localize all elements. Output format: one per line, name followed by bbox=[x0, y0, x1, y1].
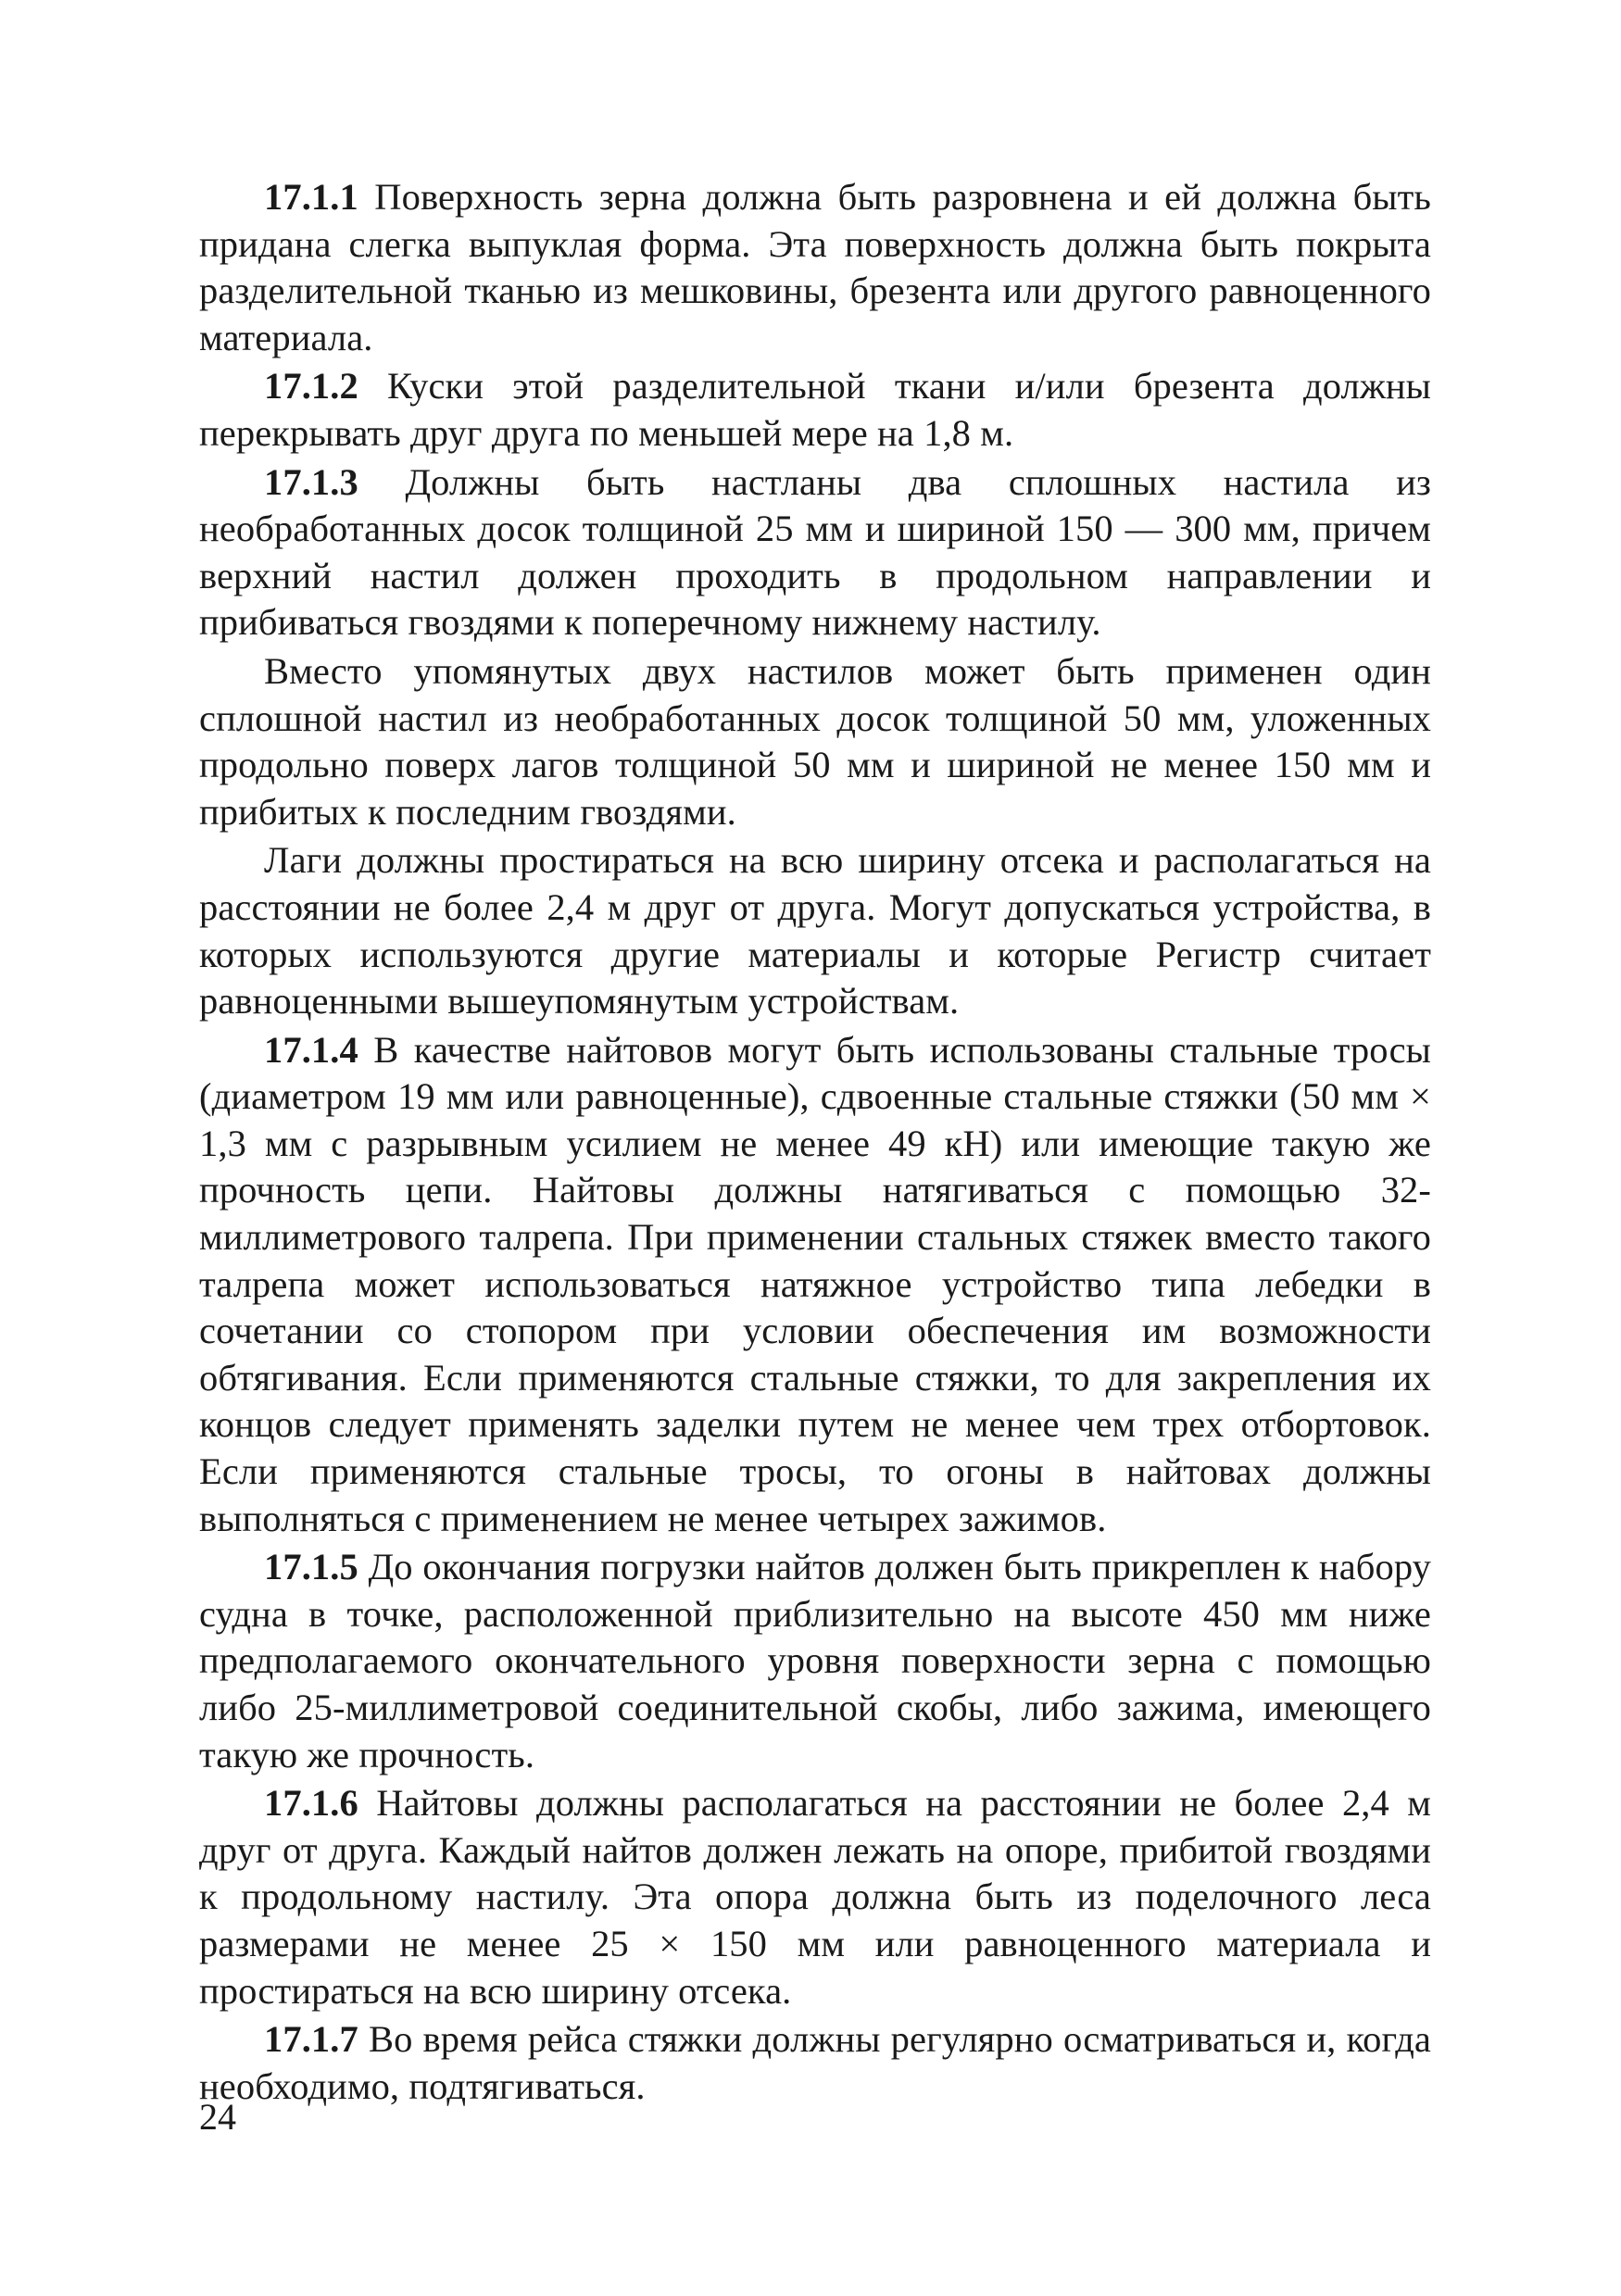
clause-text: Найтовы должны располагаться на расстоянии не более 2,4 м друг от друга. Каждый найтов должен лежать на опоре, прибитой гвоздями к продольному настилу. Эта опора должна быть из поделочного леса размерами не менее 25 × 150 мм или равноценного материала и простираться на всю ширину отсека. bbox=[199, 1782, 1431, 2012]
clause-text: Во время рейса стяжки должны регулярно осматриваться и, когда необходимо, подтягиваться. bbox=[199, 2018, 1431, 2107]
clause-number: 17.1.5 bbox=[264, 1546, 358, 1588]
paragraph-17-1-2 bbox=[199, 363, 1431, 457]
page-number: 24 bbox=[199, 2096, 236, 2138]
paragraph-17-1-1 bbox=[199, 174, 1431, 361]
paragraph-17-1-3-lags bbox=[199, 837, 1431, 1024]
paragraph-17-1-5 bbox=[199, 1544, 1431, 1778]
paragraph-17-1-6 bbox=[199, 1780, 1431, 2014]
clause-number: 17.1.7 bbox=[264, 2018, 358, 2061]
clause-text: В качестве найтовов могут быть использованы стальные тросы (диаметром 19 мм или равноценные), сдвоенные стальные стяжки (50 мм × 1,3 мм с разрывным усилием не менее 49 кН) или имеющие такую же прочность цепи. Найтовы должны натягиваться с помощью 32-миллиметрового талрепа. При применении стальных стяжек вместо такого талрепа может использоваться натяжное устройство типа лебедки в сочетании со стопором при условии обеспечения им возможности обтягивания. Если применяются стальные стяжки, то для закрепления их концов следует применять заделки путем не менее чем трех отбортовок. Если применяются стальные тросы, то огоны в найтовах должны выполняться с применением не менее четырех зажимов. bbox=[199, 1028, 1431, 1539]
clause-number: 17.1.4 bbox=[264, 1028, 358, 1071]
paragraph-17-1-3 bbox=[199, 459, 1431, 646]
clause-number: 17.1.3 bbox=[264, 460, 358, 503]
paragraph-17-1-4 bbox=[199, 1027, 1431, 1543]
paragraph-17-1-7 bbox=[199, 2016, 1431, 2110]
clause-number: 17.1.6 bbox=[264, 1782, 358, 1825]
clause-text: Куски этой разделительной ткани и/или брезента должны перекрывать друг друга по меньшей мере на 1,8 м. bbox=[199, 365, 1431, 454]
document-body bbox=[199, 174, 1431, 2112]
clause-text: Лаги должны простираться на всю ширину отсека и располагаться на расстоянии не более 2,4 м друг от друга. Могут допускаться устройства, в которых используются другие материалы и которые Регистр считает равноценными вышеупомянутым устройствам. bbox=[199, 839, 1431, 1023]
clause-number: 17.1.2 bbox=[264, 365, 358, 408]
clause-text: Поверхность зерна должна быть разровнена и ей должна быть придана слегка выпуклая форма. Эта поверхность должна быть покрыта разделительной тканью из мешковины, брезента или другого равноценного материала. bbox=[199, 176, 1431, 358]
clause-number: 17.1.1 bbox=[264, 176, 358, 218]
paragraph-17-1-3-alt bbox=[199, 648, 1431, 835]
clause-text: До окончания погрузки найтов должен быть прикреплен к набору судна в точке, расположенной приблизительно на высоте 450 мм ниже предполагаемого окончательного уровня поверхности зерна с помощью либо 25-миллиметровой соединительной скобы, либо зажима, имеющего такую же прочность. bbox=[199, 1546, 1431, 1775]
clause-text: Должны быть настланы два сплошных настила из необработанных досок толщиной 25 мм и шириной 150 — 300 мм, причем верхний настил должен проходить в продольном направлении и прибиваться гвоздями к поперечному нижнему настилу. bbox=[199, 460, 1431, 644]
clause-text: Вместо упомянутых двух настилов может быть применен один сплошной настил из необработанных досок толщиной 50 мм, уложенных продольно поверх лагов толщиной 50 мм и шириной не менее 150 мм и прибитых к последним гвоздями. bbox=[199, 649, 1431, 833]
